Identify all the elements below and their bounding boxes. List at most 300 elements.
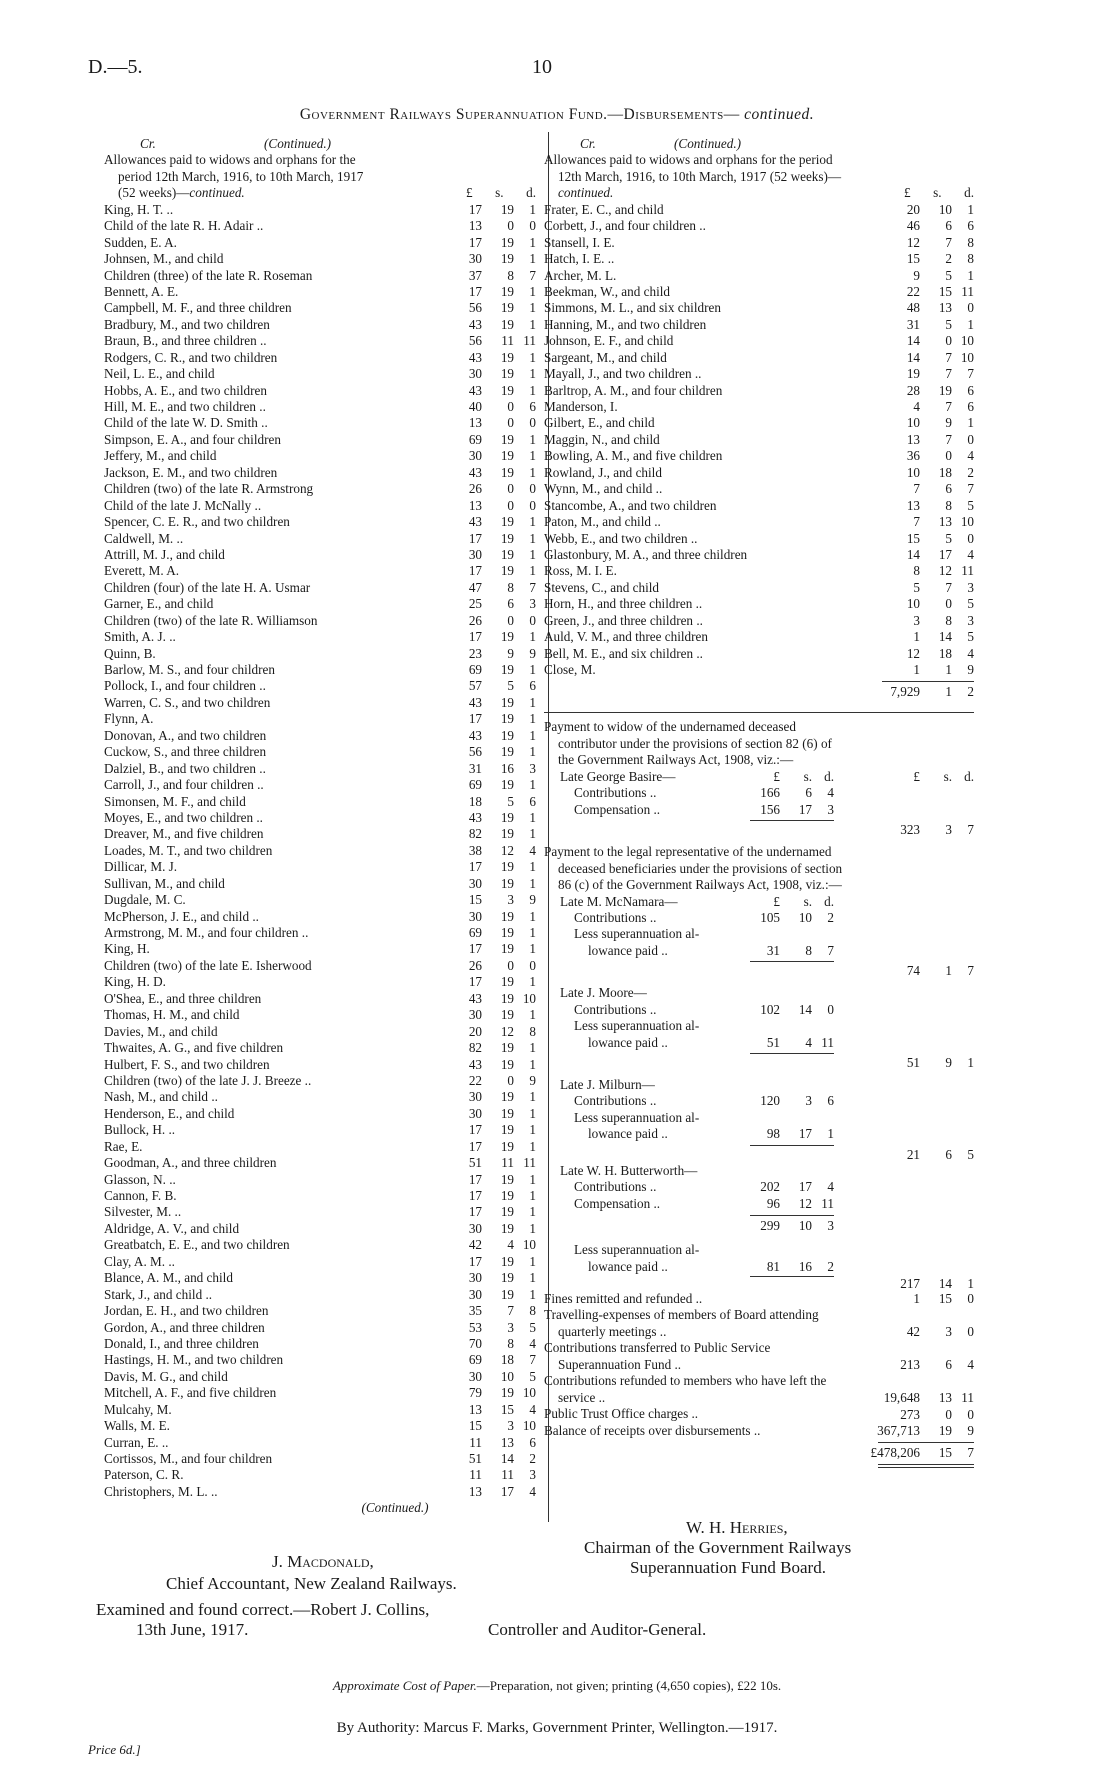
amount-pounds: 17 <box>468 1253 482 1269</box>
amount-pence: 4 <box>529 842 536 858</box>
table-row <box>104 1057 536 1073</box>
amount-pounds: 17 <box>468 629 482 645</box>
allowance-name: Campbell, M. F., and three children <box>104 300 292 316</box>
amount-pence: 5 <box>529 1319 536 1335</box>
disbursement-item <box>544 1307 974 1340</box>
amount-pounds: 51 <box>468 1155 482 1171</box>
table-row <box>104 777 536 793</box>
amount-pence: 3 <box>529 1467 536 1483</box>
amount-pounds: 7 <box>913 514 920 530</box>
amount-shillings: 0 <box>507 218 514 234</box>
disbursement-shillings: 19 <box>938 1423 952 1439</box>
amount-pounds: 31 <box>468 760 482 776</box>
table-row <box>544 399 974 415</box>
amount-pence: 1 <box>529 727 536 743</box>
amount-pence: 1 <box>529 974 536 990</box>
table-row <box>104 1155 536 1171</box>
table-row <box>104 1122 536 1138</box>
amount-pounds: 10 <box>906 596 920 612</box>
left-column <box>104 136 536 1517</box>
grand-total-shillings: 15 <box>938 1445 952 1461</box>
amount-shillings: 8 <box>945 497 952 513</box>
amount-shillings: 6 <box>507 596 514 612</box>
audit-date: 13th June, 1917. <box>136 1620 249 1639</box>
right-continued: (Continued.) <box>674 136 742 151</box>
amount-shillings: 0 <box>507 481 514 497</box>
controller-title: Controller and Auditor-General. <box>488 1620 707 1639</box>
table-row <box>104 596 536 612</box>
allowance-name: Nash, M., and child .. <box>104 1089 218 1105</box>
amount-pounds: 11 <box>469 1467 482 1483</box>
shillings-head: s. <box>495 185 504 201</box>
amount-pence: 11 <box>523 333 536 349</box>
right-intro-cont: continued. <box>558 185 614 201</box>
legal-total: 74 1 7 <box>544 959 974 979</box>
amount-pounds: 19 <box>906 366 920 382</box>
allowance-name: Frater, E. C., and child <box>544 201 664 217</box>
amount-pounds: 1 <box>913 662 920 678</box>
amount-pence: 0 <box>529 481 536 497</box>
amount-pounds: 43 <box>468 694 482 710</box>
amount-pounds: 40 <box>468 399 482 415</box>
amount-pence: 1 <box>529 941 536 957</box>
amount-shillings: 11 <box>501 333 514 349</box>
amount-pounds: 69 <box>468 925 482 941</box>
legal-total: 21 6 5 <box>544 1143 974 1163</box>
right-cr-heading <box>544 136 974 152</box>
amount-shillings: 19 <box>500 1040 514 1056</box>
amount-pounds: 17 <box>468 1171 482 1187</box>
amount-pounds: 43 <box>468 316 482 332</box>
amount-pence: 1 <box>529 464 536 480</box>
title-text: Government Railways Superannuation Fund.—Disbursements— <box>299 106 740 123</box>
amount-pence: 10 <box>522 1237 536 1253</box>
amount-shillings: 6 <box>945 481 952 497</box>
amount-pounds: 36 <box>906 448 920 464</box>
allowance-name: Bennett, A. E. <box>104 283 179 299</box>
amount-pence: 9 <box>529 892 536 908</box>
table-row <box>104 251 536 267</box>
amount-pence: 10 <box>522 990 536 1006</box>
allowance-name: Gordon, A., and three children <box>104 1319 265 1335</box>
grand-total-pounds: £478,206 <box>870 1445 920 1461</box>
amount-shillings: 19 <box>500 234 514 250</box>
table-row <box>544 432 974 448</box>
table-row <box>104 695 536 711</box>
amount-shillings: 12 <box>500 1023 514 1039</box>
amount-shillings: 8 <box>507 267 514 283</box>
table-row <box>104 432 536 448</box>
amount-pence: 10 <box>960 349 974 365</box>
amount-pounds: 56 <box>468 744 482 760</box>
allowance-name: Simpson, E. A., and four children <box>104 431 281 447</box>
allowance-name: Glasson, N. .. <box>104 1171 176 1187</box>
amount-pounds: 11 <box>469 1434 482 1450</box>
amount-pence: 1 <box>529 514 536 530</box>
amount-shillings: 7 <box>507 1303 514 1319</box>
table-row <box>544 465 974 481</box>
allowance-name: Stevens, C., and child <box>544 579 660 595</box>
table-row <box>104 1287 536 1303</box>
allowance-name: Henderson, E., and child <box>104 1105 235 1121</box>
allowance-name: Child of the late W. D. Smith .. <box>104 415 268 431</box>
table-row <box>104 892 536 908</box>
amount-pence: 10 <box>960 514 974 530</box>
table-row <box>544 531 974 547</box>
amount-pounds: 56 <box>468 300 482 316</box>
allowance-name: King, H. <box>104 941 150 957</box>
amount-pounds: 25 <box>468 596 482 612</box>
table-row <box>104 399 536 415</box>
amount-pounds: 43 <box>468 514 482 530</box>
amount-shillings: 19 <box>500 514 514 530</box>
amount-pounds: 69 <box>468 1352 482 1368</box>
allowance-total <box>544 684 974 704</box>
allowance-name: Loades, M. T., and two children <box>104 842 273 858</box>
amount-pounds: 38 <box>468 842 482 858</box>
amount-pounds: 69 <box>468 662 482 678</box>
legal-group <box>544 985 974 1071</box>
table-row <box>104 1451 536 1467</box>
amount-pence: 11 <box>961 283 974 299</box>
amount-shillings: 19 <box>500 1204 514 1220</box>
amount-shillings: 19 <box>500 366 514 382</box>
amount-shillings: 7 <box>945 366 952 382</box>
amount-shillings: 3 <box>507 1319 514 1335</box>
table-row <box>104 1007 536 1023</box>
amount-pounds: 15 <box>906 530 920 546</box>
amount-pence: 3 <box>529 596 536 612</box>
amount-pounds: 82 <box>468 826 482 842</box>
amount-pence: 8 <box>529 1303 536 1319</box>
right-cr: Cr. <box>580 136 596 151</box>
table-row <box>104 974 536 990</box>
amount-pounds: 30 <box>468 251 482 267</box>
amount-pounds: 9 <box>913 267 920 283</box>
amount-pence: 7 <box>967 481 974 497</box>
herries-title-1: Chairman of the Government Railways <box>584 1538 852 1557</box>
amount-pence: 1 <box>529 1138 536 1154</box>
amount-shillings: 19 <box>500 1286 514 1302</box>
allowance-name: Webb, E., and two children .. <box>544 530 698 546</box>
table-row <box>104 941 536 957</box>
amount-pounds: 30 <box>468 1089 482 1105</box>
amount-shillings: 19 <box>500 662 514 678</box>
table-row <box>104 268 536 284</box>
amount-pence: 1 <box>529 1089 536 1105</box>
amount-shillings: 0 <box>507 1072 514 1088</box>
amount-pence: 1 <box>529 1171 536 1187</box>
allowance-name: Child of the late J. McNally .. <box>104 497 262 513</box>
amount-pounds: 30 <box>468 1270 482 1286</box>
amount-shillings: 0 <box>507 612 514 628</box>
allowance-name: Donald, I., and three children <box>104 1335 259 1351</box>
amount-shillings: 10 <box>500 1368 514 1384</box>
amount-pounds: 17 <box>468 201 482 217</box>
disbursement-pounds: 367,713 <box>877 1423 920 1439</box>
table-row <box>104 1188 536 1204</box>
disbursement-pounds: 19,648 <box>883 1390 920 1406</box>
amount-shillings: 18 <box>500 1352 514 1368</box>
table-row <box>104 366 536 382</box>
amount-shillings: 18 <box>938 464 952 480</box>
amount-pence: 5 <box>529 1368 536 1384</box>
table-row <box>104 744 536 760</box>
amount-pence: 10 <box>522 1418 536 1434</box>
amount-shillings: 7 <box>945 579 952 595</box>
amount-shillings: 0 <box>945 596 952 612</box>
allowance-name: Paterson, C. R. <box>104 1467 184 1483</box>
allowance-name: Sudden, E. A. <box>104 234 177 250</box>
amount-pence: 1 <box>529 662 536 678</box>
amount-pence: 1 <box>967 316 974 332</box>
table-row <box>104 1237 536 1253</box>
allowance-name: Cortissos, M., and four children <box>104 1451 273 1467</box>
amount-pence: 6 <box>529 678 536 694</box>
amount-shillings: 12 <box>938 563 952 579</box>
table-row <box>104 350 536 366</box>
allowance-name: Children (four) of the late H. A. Usmar <box>104 579 311 595</box>
herries-title-2: Superannuation Fund Board. <box>630 1558 826 1577</box>
amount-pounds: 13 <box>468 415 482 431</box>
amount-pounds: 43 <box>468 727 482 743</box>
amount-shillings: 7 <box>945 234 952 250</box>
amount-shillings: 19 <box>500 744 514 760</box>
disbursement-item <box>544 1406 974 1422</box>
legal-late-heading: Late J. Milburn— <box>560 1077 655 1093</box>
left-cr: Cr. <box>140 136 156 151</box>
amount-pence: 0 <box>529 497 536 513</box>
document-reference: D.—5. <box>88 56 143 78</box>
right-intro <box>544 152 974 201</box>
amount-pounds: 17 <box>468 1122 482 1138</box>
legal-contributions: Contributions .. 102 14 0 <box>574 1001 834 1017</box>
amount-pounds: 43 <box>468 382 482 398</box>
amount-pounds: 3 <box>913 612 920 628</box>
amount-shillings: 5 <box>507 678 514 694</box>
butterworth-total: 217 14 1 <box>544 1275 974 1291</box>
amount-pence: 1 <box>529 777 536 793</box>
amount-pence: 1 <box>529 563 536 579</box>
amount-shillings: 19 <box>500 251 514 267</box>
allowance-name: Mayall, J., and two children .. <box>544 366 702 382</box>
amount-shillings: 19 <box>500 300 514 316</box>
section-rule <box>544 712 974 713</box>
left-continued-footer: (Continued.) <box>361 1500 429 1516</box>
amount-shillings: 19 <box>500 448 514 464</box>
amount-pounds: 30 <box>468 1286 482 1302</box>
table-row <box>104 333 536 349</box>
allowance-name: Child of the late R. H. Adair .. <box>104 218 264 234</box>
amount-pounds: 43 <box>468 464 482 480</box>
allowance-name: Warren, C. S., and two children <box>104 694 271 710</box>
table-row <box>544 596 974 612</box>
cost-note <box>0 1678 1114 1694</box>
pounds-head: £ <box>466 185 473 201</box>
amount-shillings: 19 <box>500 316 514 332</box>
disbursement-label: Fines remitted and refunded .. <box>544 1290 703 1306</box>
amount-pence: 1 <box>529 530 536 546</box>
table-row <box>104 711 536 727</box>
amount-pounds: 35 <box>468 1303 482 1319</box>
amount-pence: 11 <box>961 563 974 579</box>
allowance-name: Wynn, M., and child .. <box>544 481 663 497</box>
amount-shillings: 0 <box>945 448 952 464</box>
table-row <box>544 366 974 382</box>
amount-shillings: 5 <box>507 793 514 809</box>
authority-line: By Authority: Marcus F. Marks, Government Printer, Wellington.—1917. <box>336 1720 778 1736</box>
amount-shillings: 19 <box>500 629 514 645</box>
allowance-name: Dillicar, M. J. <box>104 859 178 875</box>
amount-pence: 1 <box>529 382 536 398</box>
table-row <box>104 1402 536 1418</box>
table-row <box>104 925 536 941</box>
table-row <box>544 481 974 497</box>
amount-pence: 1 <box>529 1007 536 1023</box>
amount-shillings: 7 <box>945 431 952 447</box>
amount-pence: 3 <box>529 760 536 776</box>
right-allowance-list <box>544 202 974 679</box>
amount-shillings: 0 <box>507 957 514 973</box>
amount-pounds: 43 <box>468 1056 482 1072</box>
amount-pounds: 17 <box>468 974 482 990</box>
amount-pence: 1 <box>529 1040 536 1056</box>
amount-pence: 1 <box>529 251 536 267</box>
allowance-name: Moyes, E., and two children .. <box>104 809 263 825</box>
disbursement-item <box>544 1291 974 1307</box>
disbursement-pence: 4 <box>967 1357 974 1373</box>
amount-pence: 1 <box>967 201 974 217</box>
amount-pence: 1 <box>529 629 536 645</box>
amount-pence: 3 <box>967 612 974 628</box>
amount-pounds: 17 <box>468 530 482 546</box>
amount-shillings: 19 <box>500 1253 514 1269</box>
amount-pounds: 22 <box>906 283 920 299</box>
allowance-name: Hatch, I. E. .. <box>544 251 615 267</box>
table-row <box>104 1369 536 1385</box>
amount-pounds: 70 <box>468 1335 482 1351</box>
amount-shillings: 2 <box>945 251 952 267</box>
amount-shillings: 19 <box>500 201 514 217</box>
amount-pence: 4 <box>967 448 974 464</box>
basire-contributions: Contributions .. 166 6 4 <box>574 785 834 801</box>
allowance-name: Davies, M., and child <box>104 1023 218 1039</box>
amount-shillings: 14 <box>500 1451 514 1467</box>
allowance-name: Rowland, J., and child <box>544 464 662 480</box>
amount-pence: 10 <box>522 1385 536 1401</box>
table-row <box>104 991 536 1007</box>
table-row <box>104 1385 536 1401</box>
amount-pounds: 17 <box>468 711 482 727</box>
amount-pounds: 43 <box>468 990 482 1006</box>
legal-less: Less superannuation al- <box>574 1109 700 1125</box>
disbursement-label: Contributions refunded to members who have left the service .. <box>544 1373 827 1405</box>
amount-pence: 1 <box>529 1220 536 1236</box>
table-row <box>544 646 974 662</box>
table-row <box>544 563 974 579</box>
left-intro <box>104 152 536 201</box>
amount-pounds: 17 <box>468 1204 482 1220</box>
amount-shillings: 14 <box>938 629 952 645</box>
amount-shillings: 19 <box>500 1138 514 1154</box>
allowance-name: Children (two) of the late R. Williamson <box>104 612 318 628</box>
table-row <box>544 218 974 234</box>
allowance-name: Glastonbury, M. A., and three children <box>544 546 748 562</box>
amount-shillings: 19 <box>500 826 514 842</box>
allowance-name: Davis, M. G., and child <box>104 1368 228 1384</box>
allowance-name: Close, M. <box>544 662 596 678</box>
amount-pounds: 28 <box>906 382 920 398</box>
disbursement-label: Balance of receipts over disbursements .. <box>544 1422 761 1438</box>
amount-shillings: 7 <box>945 399 952 415</box>
amount-pence: 2 <box>529 1451 536 1467</box>
pence-head: d. <box>526 185 536 201</box>
amount-pence: 1 <box>529 1122 536 1138</box>
amount-shillings: 5 <box>945 316 952 332</box>
amount-pence: 1 <box>529 546 536 562</box>
allowance-name: Cuckow, S., and three children <box>104 744 267 760</box>
amount-pounds: 17 <box>468 1188 482 1204</box>
allowance-name: Bradbury, M., and two children <box>104 316 270 332</box>
table-row <box>104 1221 536 1237</box>
amount-pounds: 57 <box>468 678 482 694</box>
allowance-name: Cannon, F. B. <box>104 1188 177 1204</box>
butterworth-heading: Late W. H. Butterworth— <box>560 1162 698 1178</box>
amount-pence: 1 <box>529 711 536 727</box>
table-row <box>544 613 974 629</box>
amount-pounds: 20 <box>468 1023 482 1039</box>
amount-pounds: 12 <box>906 645 920 661</box>
allowance-name: Maggin, N., and child <box>544 431 660 447</box>
amount-pence: 1 <box>529 1056 536 1072</box>
page-number: 10 <box>532 56 552 78</box>
allowance-name: Children (two) of the late R. Armstrong <box>104 481 314 497</box>
amount-pence: 9 <box>529 1072 536 1088</box>
table-row <box>104 761 536 777</box>
table-row <box>544 317 974 333</box>
amount-pence: 7 <box>529 579 536 595</box>
amount-shillings: 19 <box>500 941 514 957</box>
butterworth-less: Less superannuation al- <box>574 1242 700 1258</box>
allowance-name: Quinn, B. <box>104 645 156 661</box>
legal-total: 51 9 1 <box>544 1051 974 1071</box>
amount-pounds: 30 <box>468 546 482 562</box>
table-row <box>104 794 536 810</box>
table-row <box>104 1270 536 1286</box>
amount-shillings: 19 <box>500 530 514 546</box>
table-row <box>104 300 536 316</box>
amount-pence: 1 <box>529 875 536 891</box>
amount-pence: 0 <box>967 431 974 447</box>
amount-pounds: 13 <box>906 497 920 513</box>
table-row <box>104 1172 536 1188</box>
amount-pence: 6 <box>967 399 974 415</box>
table-row <box>104 958 536 974</box>
amount-pounds: 17 <box>468 563 482 579</box>
amount-shillings: 0 <box>507 497 514 513</box>
allowance-name: Braun, B., and three children .. <box>104 333 267 349</box>
table-row <box>104 1303 536 1319</box>
amount-pounds: 37 <box>468 267 482 283</box>
allowance-name: Thomas, H. M., and child <box>104 1007 240 1023</box>
amount-shillings: 19 <box>500 1007 514 1023</box>
amount-pounds: 5 <box>913 579 920 595</box>
amount-shillings: 19 <box>500 990 514 1006</box>
table-row <box>544 350 974 366</box>
allowance-name: Christophers, M. L. .. <box>104 1483 218 1499</box>
allowance-name: Spencer, C. E. R., and two children <box>104 514 290 530</box>
amount-pounds: 46 <box>906 218 920 234</box>
